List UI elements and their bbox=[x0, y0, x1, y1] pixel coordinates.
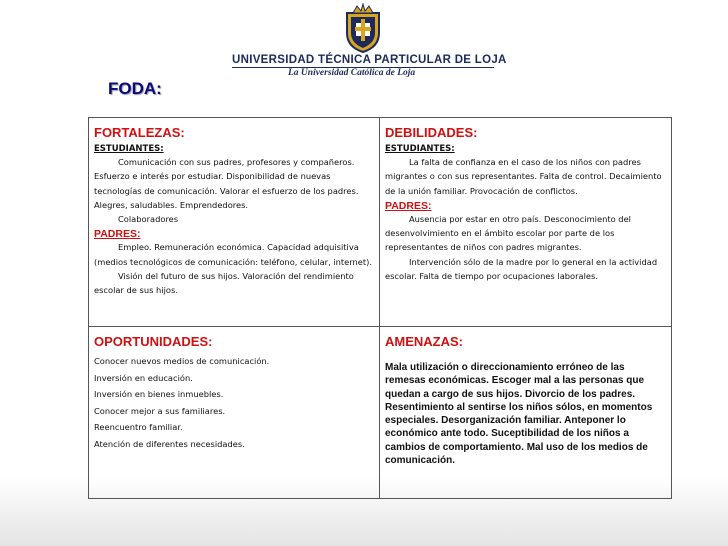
oportunidades-heading: OPORTUNIDADES: bbox=[94, 334, 213, 349]
oportunidades-cell bbox=[89, 327, 379, 499]
list-item: Inversión en educación. bbox=[94, 372, 193, 383]
university-motto: La Universidad Católica de Loja bbox=[288, 68, 416, 78]
debilidades-estudiantes-label: ESTUDIANTES: bbox=[385, 144, 455, 154]
amenazas-cell bbox=[380, 327, 672, 499]
page-title: FODA: bbox=[108, 79, 162, 98]
amenazas-heading: AMENAZAS: bbox=[385, 334, 463, 349]
debilidades-cell bbox=[380, 118, 672, 326]
amenazas-text: Mala utilización o direccionamiento erróneo de las remesas económicas. Escoger mal a las personas que quedan a cargo de sus hijos. Divorcio de los padres. Resentimiento al sentirse los niños sólos, en momentos especiales. Desorganización familiar. Anteponer lo económico ante todo. Suceptibilidad de los niños a cambios de comportamiento. Mal uso de los medios de comunicación. bbox=[385, 362, 653, 467]
fortalezas-colaboradores-text: Colaboradores bbox=[118, 214, 179, 225]
list-item: Inversión en bienes inmuebles. bbox=[94, 389, 224, 400]
list-item: Conocer mejor a sus familiares. bbox=[94, 405, 226, 416]
fortalezas-padres-text: Empleo. Remuneración económica. Capacidad adquisitiva (medios tecnológicos de comunicación: teléfono, celular, internet). bbox=[94, 242, 373, 267]
foda-table bbox=[88, 117, 672, 499]
fortalezas-vision-text: Visión del futuro de sus hijos. Valoración del rendimiento escolar de sus hijos. bbox=[94, 271, 354, 296]
debilidades-padres-text: Ausencia por estar en otro país. Desconocimiento del desenvolvimiento en el ámbito escolar por parte de los representantes de niños con padres migrantes. bbox=[385, 213, 631, 253]
debilidades-heading: DEBILIDADES: bbox=[385, 125, 478, 140]
fortalezas-heading: FORTALEZAS: bbox=[94, 125, 185, 140]
fortalezas-cell bbox=[89, 118, 379, 326]
fortalezas-estudiantes-text: Comunicación con sus padres, profesores y compañeros. Esfuerzo e interés por estudiar. Disponibilidad de nuevas tecnologías de comunicación. Valorar el esfuerzo de los padres. Alegres, saludables. Emprendedores. bbox=[94, 157, 359, 210]
debilidades-padres-label: PADRES: bbox=[385, 199, 432, 212]
fortalezas-padres-label: PADRES: bbox=[94, 228, 141, 241]
list-item: Atención de diferentes necesidades. bbox=[94, 438, 245, 449]
list-item: Reencuentro familiar. bbox=[94, 422, 183, 433]
university-header bbox=[0, 0, 728, 90]
debilidades-madre-text: Intervención sólo de la madre por lo general en la actividad escolar. Falta de tiempo por ocupaciones laborales. bbox=[385, 256, 658, 282]
university-seal-icon bbox=[339, 3, 387, 53]
list-item: Conocer nuevos medios de comunicación. bbox=[94, 356, 270, 366]
fortalezas-estudiantes-label: ESTUDIANTES: bbox=[94, 144, 164, 154]
university-name: UNIVERSIDAD TÉCNICA PARTICULAR DE LOJA bbox=[232, 54, 507, 66]
debilidades-estudiantes-text: La falta de confianza en el caso de los niños con padres migrantes o con sus representantes. Falta de control. Decaimiento de la unión familiar. Provocación de conflictos. bbox=[385, 157, 662, 196]
